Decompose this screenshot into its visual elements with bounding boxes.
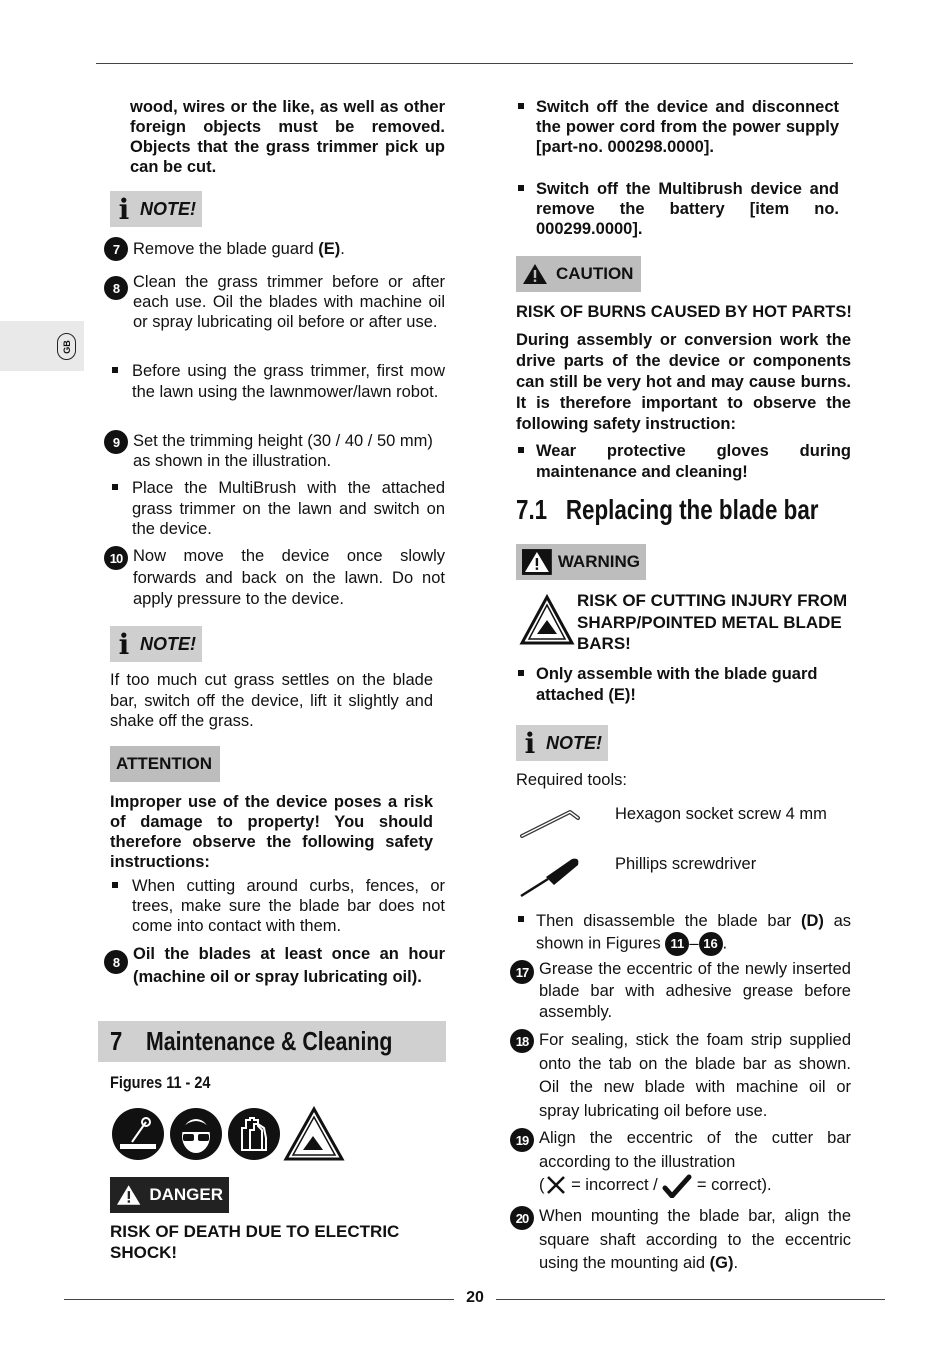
step-8b-text: Oil the blades at least once an hour (machine oil or spray lubricating oil).	[133, 945, 445, 986]
warning-triangle-icon	[522, 549, 552, 575]
step-19-text: Align the eccentric of the cutter bar according to the illustration	[539, 1129, 851, 1171]
caution-text: During assembly or conversion work the drive parts of the device or components can still be very hot and may cause burns. It is therefore important to observe the following safety instruction:	[516, 331, 851, 433]
note-box-1	[110, 191, 202, 227]
step-9-text: Set the trimming height (30 / 40 / 50 mm) as shown in the illustration.	[133, 432, 433, 470]
step-number: 19	[510, 1128, 534, 1152]
bullet-square	[518, 103, 524, 109]
attention-box	[110, 746, 220, 782]
footer-rule-left	[64, 1299, 454, 1300]
figure-ref-badge: 11	[665, 932, 689, 956]
intro-text: wood, wires or the like, as well as other foreign objects must be removed. Objects that the grass trimmer pick up can be cut.	[130, 98, 445, 176]
bullet-square	[518, 447, 524, 453]
figures-label: Figures 11 - 24	[110, 1073, 211, 1092]
hex-key-icon	[520, 808, 582, 845]
tools-label: Required tools:	[516, 771, 627, 789]
tool-2: Phillips screwdriver	[615, 855, 757, 873]
danger-label: DANGER	[149, 1185, 223, 1204]
attention-text: Improper use of the device poses a risk of damage to property! You should therefore observe the following safety instructions:	[110, 793, 433, 871]
step-number: 18	[510, 1029, 534, 1053]
step-number: 20	[510, 1206, 534, 1230]
note-label: NOTE!	[546, 732, 602, 753]
step-20-text: When mounting the blade bar, align the square shaft according to the eccentric using the mounting aid (G).	[539, 1207, 851, 1272]
info-icon: i	[118, 192, 130, 226]
note-label: NOTE!	[140, 198, 196, 219]
step-number: 8	[104, 950, 128, 974]
step-17-text: Grease the eccentric of the newly inserted blade bar with adhesive grease before assembly.	[539, 960, 851, 1021]
bullet-square	[112, 367, 118, 373]
bullet-square	[518, 670, 524, 676]
figure-ref-badge: 16	[699, 932, 723, 956]
incorrect-cross-icon	[545, 1175, 567, 1195]
page-number: 20	[466, 1289, 484, 1306]
danger-text: RISK OF DEATH DUE TO ELECTRIC SHOCK!	[110, 1222, 400, 1262]
footer-rule-right	[496, 1299, 885, 1300]
step-number: 17	[510, 960, 534, 984]
correct-check-icon	[662, 1174, 692, 1198]
cut-hazard-icon	[519, 594, 575, 651]
note-box-3	[516, 725, 608, 761]
bullet-square	[518, 185, 524, 191]
bullet-square	[518, 916, 524, 922]
caution-box	[516, 256, 641, 292]
step-8-text: Clean the grass trimmer before or after each use. Oil the blades with machine oil or spray lubricating oil before or after use.	[133, 273, 445, 331]
step-10-text: Now move the device once slowly forwards and back on the lawn. Do not apply pressure to the device.	[133, 547, 445, 608]
bullet-square	[112, 484, 118, 490]
screwdriver-icon	[518, 855, 584, 904]
step-7-text: Remove the blade guard (E).	[133, 240, 345, 258]
note-label: NOTE!	[140, 633, 196, 654]
subsection-heading	[516, 494, 819, 526]
note-box-2	[110, 626, 202, 662]
info-icon: i	[118, 627, 130, 661]
gloves-icon	[228, 1108, 280, 1160]
warning-text: RISK OF CUTTING INJURY FROM SHARP/POINTED METAL BLADE BARS!	[577, 591, 848, 653]
warning-label: WARNING	[557, 552, 640, 571]
warning-triangle-icon	[116, 1183, 141, 1207]
info-icon: i	[524, 726, 536, 760]
eye-protection-icon	[170, 1108, 222, 1160]
section-title: Maintenance & Cleaning	[145, 1026, 392, 1056]
step-number: 10	[104, 546, 128, 570]
step-number: 8	[104, 276, 128, 300]
section-heading	[98, 1021, 446, 1062]
danger-box	[110, 1177, 229, 1213]
warning-box	[516, 544, 646, 580]
warning-triangle-icon	[522, 262, 548, 286]
language-badge: GB	[57, 333, 76, 360]
step-18-text: For sealing, stick the foam strip supplied onto the tab on the blade bar as shown. Oil the new blade with machine oil or spray lubricating oil before use.	[539, 1031, 851, 1120]
cut-hazard-icon	[283, 1106, 345, 1167]
attention-label: ATTENTION	[116, 754, 213, 773]
read-manual-icon	[112, 1108, 164, 1160]
step-number: 9	[104, 430, 128, 454]
caution-title: RISK OF BURNS CAUSED BY HOT PARTS!	[516, 303, 852, 321]
section-number: 7	[110, 1026, 123, 1056]
tool-1: Hexagon socket screw 4 mm	[615, 805, 827, 823]
caution-label: CAUTION	[556, 264, 634, 283]
step-number: 7	[104, 237, 128, 261]
top-rule	[96, 63, 853, 64]
step-19-legend: ( = incorrect / = correct).	[539, 1174, 851, 1198]
note-2-text: If too much cut grass settles on the blade bar, switch off the device, lift it slightly and shake off the grass.	[110, 671, 433, 730]
subsection-title: Replacing the blade bar	[565, 494, 819, 525]
subsection-number: 7.1	[516, 494, 548, 525]
language-tab	[0, 321, 84, 371]
bullet-square	[112, 882, 118, 888]
